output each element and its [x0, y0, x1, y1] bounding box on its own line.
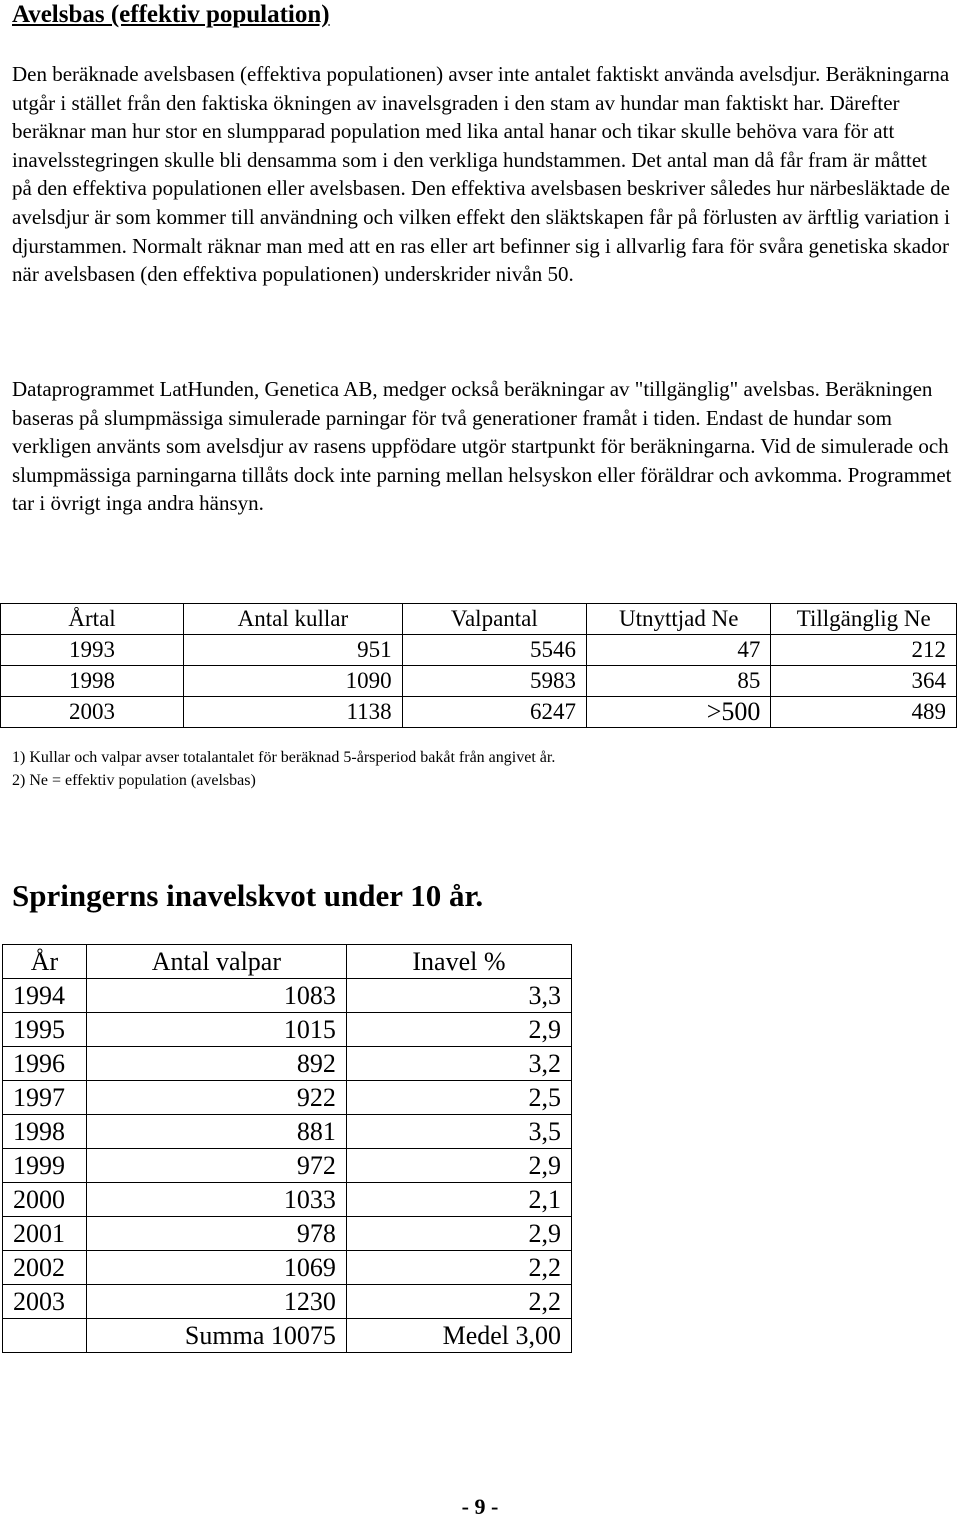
- cell-year: 1995: [3, 1013, 87, 1047]
- cell-year: 1998: [1, 666, 184, 697]
- cell-inbreeding: 2,2: [346, 1285, 571, 1319]
- column-header-antal-valpar: Antal valpar: [86, 945, 346, 979]
- cell-year: 2001: [3, 1217, 87, 1251]
- cell-puppies: 1033: [86, 1183, 346, 1217]
- cell-inbreeding: 2,9: [346, 1013, 571, 1047]
- table-row: [3, 1183, 572, 1217]
- cell-puppies: 972: [86, 1149, 346, 1183]
- cell-inbreeding: 2,2: [346, 1251, 571, 1285]
- cell-year: 1996: [3, 1047, 87, 1081]
- cell-puppies: 5546: [402, 635, 586, 666]
- cell-year: 2003: [1, 697, 184, 728]
- table-row: [3, 1115, 572, 1149]
- cell-puppies: 5983: [402, 666, 586, 697]
- cell-inbreeding: 2,1: [346, 1183, 571, 1217]
- footnote-2: 2) Ne = effektiv population (avelsbas): [12, 772, 256, 789]
- section-title-avelsbas: Avelsbas (effektiv population): [12, 1, 330, 28]
- column-header-artal: Årtal: [1, 604, 184, 635]
- cell-inbreeding: 2,5: [346, 1081, 571, 1115]
- cell-available-ne: 489: [771, 697, 957, 728]
- page-number: - 9 -: [461, 1494, 499, 1519]
- table-row: [1, 666, 957, 697]
- cell-used-ne: 47: [587, 635, 771, 666]
- summary-row: [3, 1319, 572, 1353]
- cell-year: 1999: [3, 1149, 87, 1183]
- cell-year: 1997: [3, 1081, 87, 1115]
- table-row: [3, 1081, 572, 1115]
- column-header-inavel: Inavel %: [346, 945, 571, 979]
- cell-summary-empty: [3, 1319, 87, 1353]
- effective-population-table: [0, 603, 957, 728]
- cell-inbreeding: 2,9: [346, 1217, 571, 1251]
- cell-inbreeding: 3,2: [346, 1047, 571, 1081]
- cell-puppies: 978: [86, 1217, 346, 1251]
- cell-available-ne: 212: [771, 635, 957, 666]
- table-row: [1, 635, 957, 666]
- cell-year: 1998: [3, 1115, 87, 1149]
- cell-year: 2000: [3, 1183, 87, 1217]
- paragraph-effective-population: Den beräknade avelsbasen (effektiva populationen) avser inte antalet faktiskt använda avelsdjur. Beräkningarna utgår i stället från den faktiska ökningen av inavelsgraden i den stam av hundar man faktiskt har. Därefter beräknar man hur stor en slumpparad population med lika antal hanar och tikar skulle behöva vara för att inavelsstegringen skulle bli densamma som i den verkliga hundstammen. Det antal man då får fram är måttet på den effektiva populationen eller avelsbasen. Den effektiva avelsbasen beskriver således hur närbesläktade de avelsdjur är som kommer till användning och vilken effekt den släktskapen får på förlusten av ärftlig variation i djurstammen. Normalt räknar man med att en ras eller art befinner sig i allvarlig fara för svåra genetiska skador när avelsbasen (den effektiva populationen) underskrider nivån 50.: [12, 62, 951, 287]
- table-row: [3, 1149, 572, 1183]
- inbreeding-table: [2, 944, 572, 1353]
- table-row: [3, 979, 572, 1013]
- table-row: [3, 1285, 572, 1319]
- cell-litters: 1090: [184, 666, 403, 697]
- footnote-1: 1) Kullar och valpar avser totalantalet för beräknad 5-årsperiod bakåt från angivet år.: [12, 749, 556, 766]
- cell-inbreeding: 2,9: [346, 1149, 571, 1183]
- column-header-utnyttjad-ne: Utnyttjad Ne: [587, 604, 771, 635]
- column-header-ar: År: [3, 945, 87, 979]
- cell-puppies: 922: [86, 1081, 346, 1115]
- cell-litters: 951: [184, 635, 403, 666]
- cell-year: 2003: [3, 1285, 87, 1319]
- cell-puppies: 1083: [86, 979, 346, 1013]
- table-row: [3, 1047, 572, 1081]
- cell-used-ne: 85: [587, 666, 771, 697]
- column-header-antal-kullar: Antal kullar: [184, 604, 403, 635]
- cell-year: 1994: [3, 979, 87, 1013]
- cell-puppies: 892: [86, 1047, 346, 1081]
- paragraph-lathunden: Dataprogrammet LatHunden, Genetica AB, medger också beräkningar av "tillgänglig" avelsbas. Beräkningen baseras på slumpmässiga simulerade parningar för två generationer framåt i tiden. Endast de hundar som verkligen använts som avelsdjur av rasens uppfödare utgör startpunkt för beräkningarna. Vid de simulerade och slumpmässiga parningarna tillåts dock inte parning mellan helsyskon eller föräldrar och avkomma. Programmet tar i övrigt inga andra hänsyn.: [12, 377, 952, 516]
- cell-year: 1993: [1, 635, 184, 666]
- cell-summary-mean: Medel 3,00: [346, 1319, 571, 1353]
- table-row: [3, 1217, 572, 1251]
- cell-puppies: 881: [86, 1115, 346, 1149]
- cell-year: 2002: [3, 1251, 87, 1285]
- cell-puppies: 1069: [86, 1251, 346, 1285]
- cell-puppies: 1015: [86, 1013, 346, 1047]
- column-header-tillganglig-ne: Tillgänglig Ne: [771, 604, 957, 635]
- cell-puppies: 6247: [402, 697, 586, 728]
- table-row: [3, 1013, 572, 1047]
- cell-inbreeding: 3,5: [346, 1115, 571, 1149]
- cell-puppies: 1230: [86, 1285, 346, 1319]
- cell-litters: 1138: [184, 697, 403, 728]
- cell-available-ne: 364: [771, 666, 957, 697]
- table-header-row: [1, 604, 957, 635]
- cell-inbreeding: 3,3: [346, 979, 571, 1013]
- table-row: [3, 1251, 572, 1285]
- section-title-inavelskvot: Springerns inavelskvot under 10 år.: [12, 878, 484, 913]
- cell-used-ne: >500: [587, 697, 771, 728]
- table-row: [1, 697, 957, 728]
- cell-summary-total: Summa 10075: [86, 1319, 346, 1353]
- column-header-valpantal: Valpantal: [402, 604, 586, 635]
- table-header-row: [3, 945, 572, 979]
